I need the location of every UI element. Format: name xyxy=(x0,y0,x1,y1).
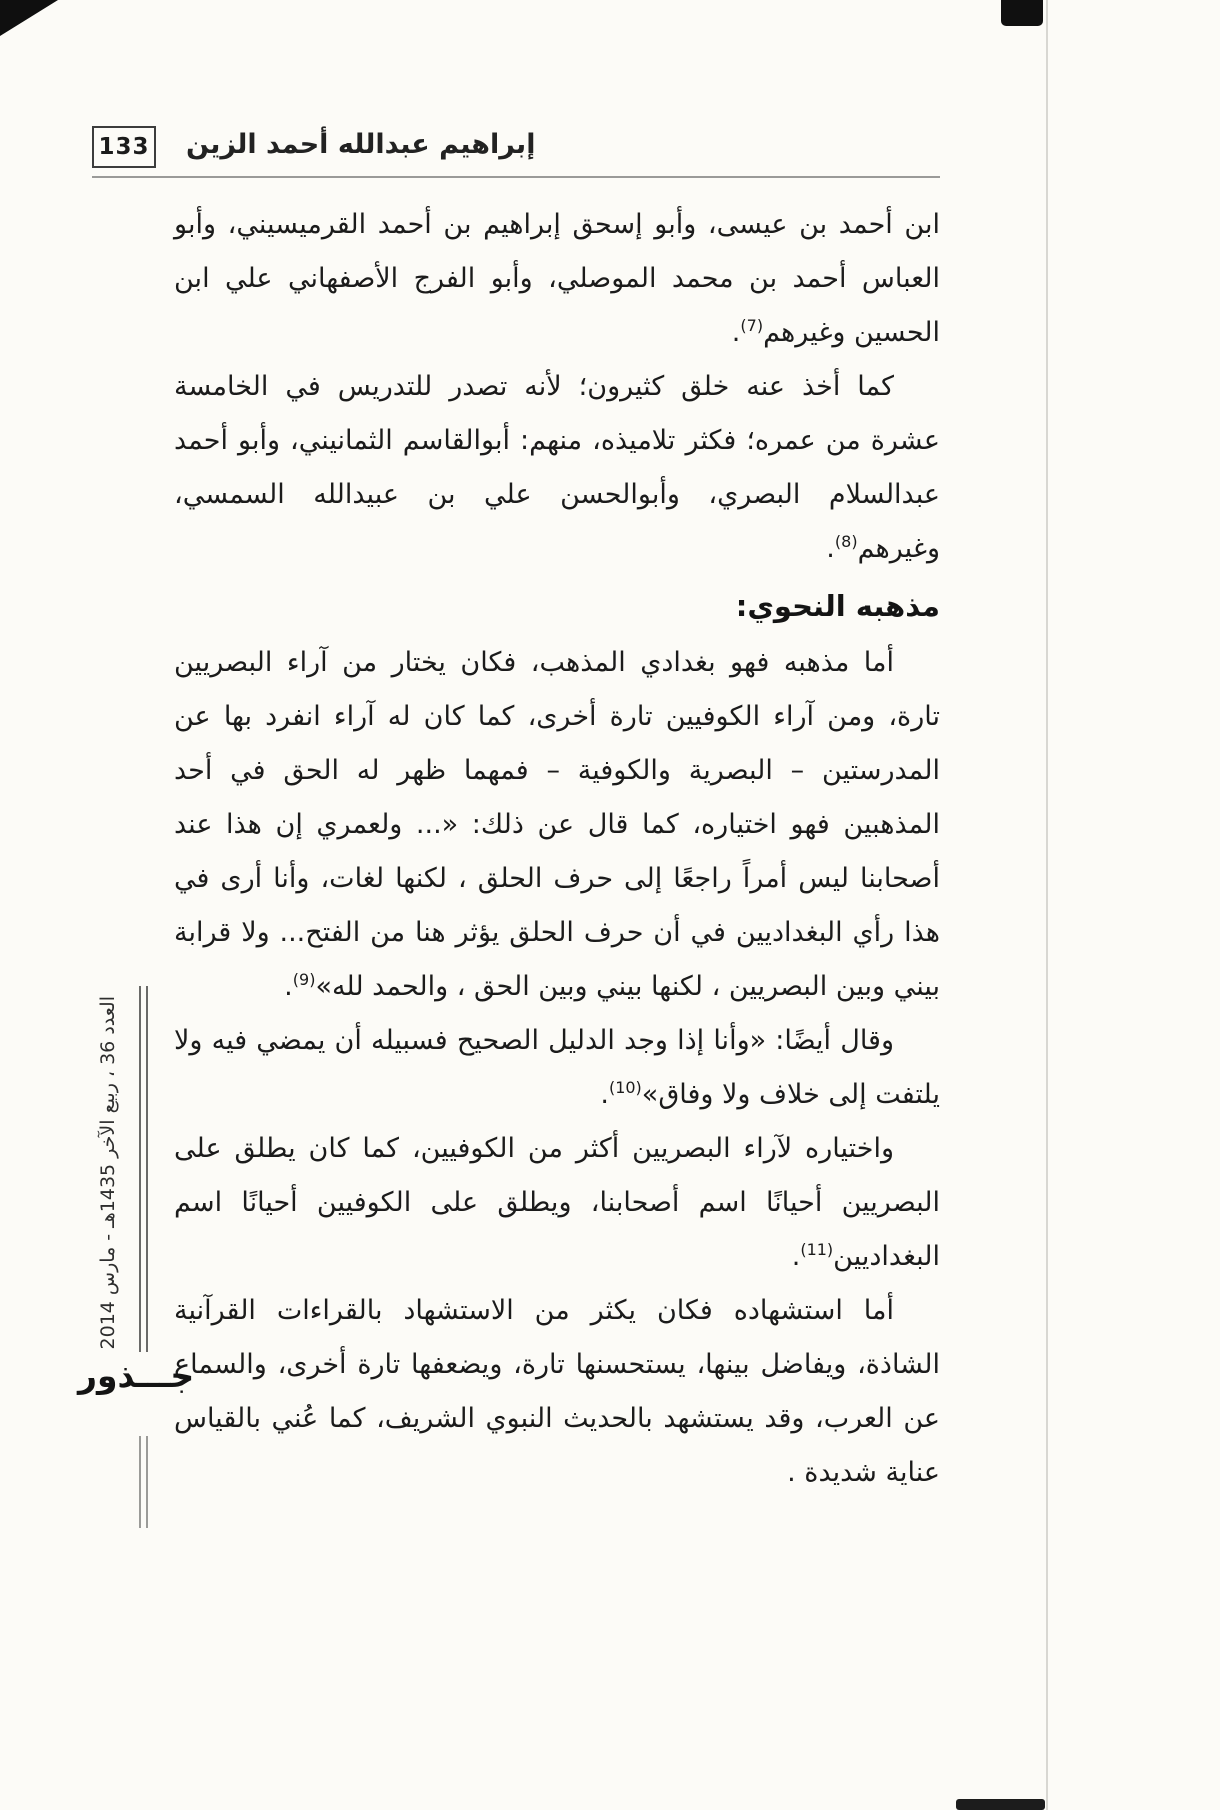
paragraph xyxy=(174,1014,940,1122)
paragraph-text: كما أخذ عنه خلق كثيرون؛ لأنه تصدر للتدريس في الخامسة عشرة من عمره؛ فكثر تلاميذه، منهم: أبوالقاسم الثمانيني، وأبو أحمد عبدالسلام البصري، وأبوالحسن علي بن عبيدالله السمسي، وغيرهم xyxy=(174,371,940,564)
paragraph-end: . xyxy=(826,533,835,564)
page-edge-shadow xyxy=(1046,0,1048,1810)
paragraph xyxy=(174,360,940,576)
paragraph-text: أما مذهبه فهو بغدادي المذهب، فكان يختار من آراء البصريين تارة، ومن آراء الكوفيين تارة أخرى، كما كان له آراء انفرد بها عن المدرستين – البصرية والكوفية – فمهما ظهر له الحق في أحد المذهبين فهو اختياره، كما قال عن ذلك: «... ولعمري إن هذا عند أصحابنا ليس أمراً راجعًا إلى حرف الحلق ، لكنها لغات، وأنا أرى في هذا رأي البغداديين في أن حرف الحلق يؤثر هنا من الفتح... ولا قرابة بيني وبين البصريين ، لكنها بيني وبين الحق ، والحمد لله» xyxy=(174,647,940,1002)
paragraph xyxy=(174,1122,940,1284)
scan-artifact-bottom xyxy=(956,1799,1045,1810)
paragraph-text: ابن أحمد بن عيسى، وأبو إسحق إبراهيم بن أحمد القرميسيني، وأبو العباس أحمد بن محمد الموصلي، وأبو الفرج الأصفهاني علي ابن الحسين وغيرهم xyxy=(174,209,940,348)
page-number: 133 xyxy=(98,134,150,160)
scan-artifact-top xyxy=(1001,0,1043,26)
journal-logo: جـــذور xyxy=(78,1356,195,1395)
body-text xyxy=(174,198,940,1500)
sidebar-issue-info: العدد 36 ، ربيع الآخر 1435هـ - مارس 2014 xyxy=(97,996,119,1350)
sidebar-rule-lower-left xyxy=(139,1436,141,1528)
footnote-ref: (9) xyxy=(292,970,316,989)
footnote-ref: (7) xyxy=(740,316,764,335)
paragraph-end: . xyxy=(284,971,293,1002)
paragraph-end: . xyxy=(791,1241,801,1272)
paragraph-end: . xyxy=(731,317,741,348)
paragraph-text: وقال أيضًا: «وأنا إذا وجد الدليل الصحيح فسبيله أن يمضي فيه ولا يلتفت إلى خلاف ولا وفاق» xyxy=(174,1025,940,1110)
header-divider xyxy=(92,176,940,178)
sidebar-rule-lower-right xyxy=(146,1436,148,1528)
paragraph-text: أما استشهاده فكان يكثر من الاستشهاد بالقراءات القرآنية الشاذة، ويفاضل بينها، يستحسنها تارة، ويضعفها تارة أخرى، والسماع عن العرب، وقد يستشهد بالحديث النبوي الشريف، كما عُني بالقياس عناية شديدة . xyxy=(174,1295,940,1488)
section-heading: مذهبه النحوي: xyxy=(735,589,940,623)
paragraph-text: واختياره لآراء البصريين أكثر من الكوفيين، كما كان يطلق على البصريين أحيانًا اسم أصحابنا، ويطلق على الكوفيين أحيانًا اسم البغداديين xyxy=(174,1133,940,1272)
footnote-ref: (8) xyxy=(834,532,858,551)
paragraph-end: . xyxy=(600,1079,609,1110)
page-number-box xyxy=(92,126,156,168)
paragraph xyxy=(174,1284,940,1500)
sidebar-rule-right xyxy=(146,986,148,1352)
header-author-name: إبراهيم عبدالله أحمد الزين xyxy=(186,129,536,160)
paragraph xyxy=(174,636,940,1014)
scan-artifact-top-left xyxy=(0,0,58,36)
sidebar-rule-left xyxy=(139,986,141,1352)
paragraph xyxy=(174,198,940,360)
footnote-ref: (10) xyxy=(608,1078,642,1097)
footnote-ref: (11) xyxy=(800,1240,834,1259)
